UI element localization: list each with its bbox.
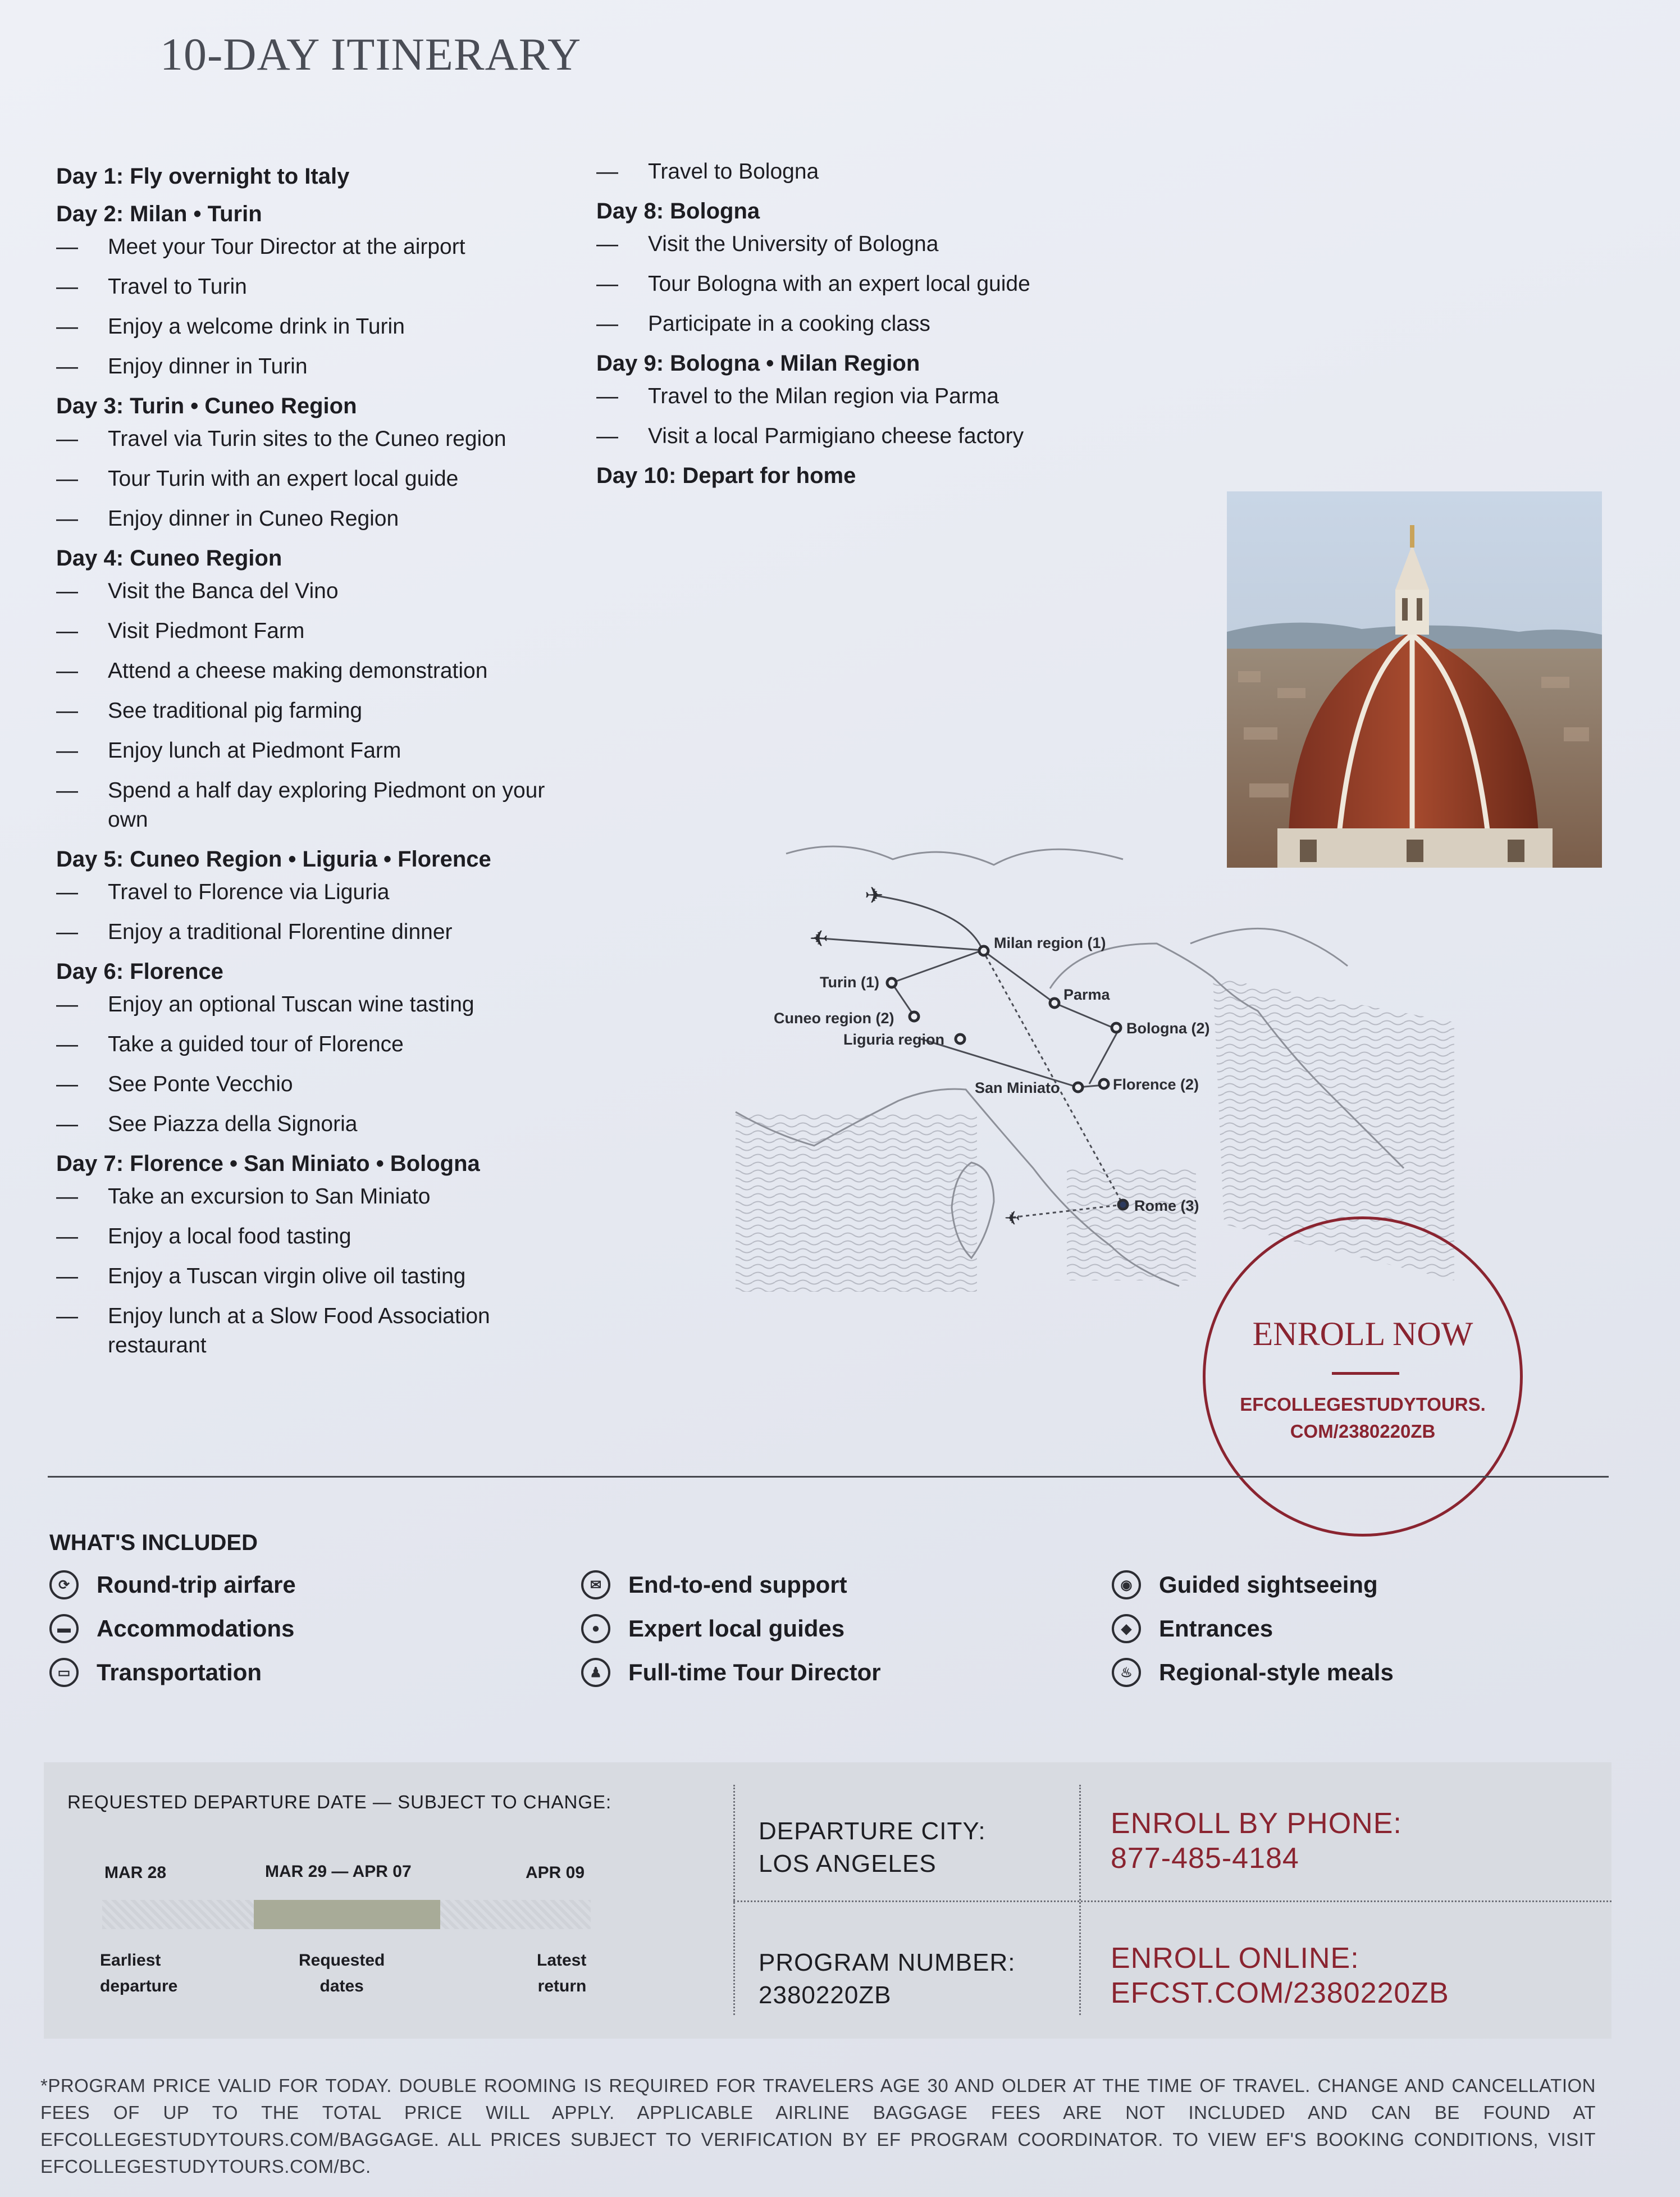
earliest-date: MAR 28: [104, 1863, 167, 1882]
day-heading: Day 8: Bologna: [596, 199, 760, 224]
divider: [733, 1785, 735, 2015]
enroll-now-badge[interactable]: [1203, 1216, 1523, 1537]
list-item: — Enjoy a traditional Florentine dinner: [56, 920, 453, 944]
list-item: — Visit the University of Bologna: [596, 232, 939, 256]
requested-range-fill: [254, 1900, 440, 1929]
list-item: — Enjoy a welcome drink in Turin: [56, 314, 405, 339]
day-heading: Day 2: Milan • Turin: [56, 202, 262, 226]
section-divider: [48, 1476, 1609, 1478]
list-item: — Enjoy a local food tasting: [56, 1224, 351, 1248]
bed-icon: ▬: [49, 1614, 79, 1643]
list-item: — Enjoy dinner in Cuneo Region: [56, 507, 399, 531]
list-item: — Tour Turin with an expert local guide: [56, 467, 459, 491]
list-item: — Travel to the Milan region via Parma: [596, 384, 999, 408]
support-icon: ✉: [581, 1570, 610, 1599]
latest-date: APR 09: [526, 1863, 585, 1882]
included-item: ✉ End-to-end support: [581, 1570, 847, 1599]
list-item: — Spend a half day exploring Piedmont on your own: [56, 778, 545, 832]
departure-heading: REQUESTED DEPARTURE DATE — SUBJECT TO CHANGE:: [67, 1792, 612, 1812]
list-item: — See Piazza della Signoria: [56, 1112, 358, 1136]
included-item: ♨ Regional-style meals: [1112, 1658, 1394, 1687]
included-item: ◉ Guided sightseeing: [1112, 1570, 1378, 1599]
page-title: 10-DAY ITINERARY: [160, 29, 582, 80]
itinerary-left: [56, 152, 561, 1371]
map-label-san-miniato: San Miniato: [975, 1079, 1060, 1096]
list-item: — Travel to Turin: [56, 275, 247, 299]
enroll-online-link[interactable]: ENROLL ONLINE: EFCST.COM/2380220ZB: [1111, 1942, 1449, 2009]
list-item: — Enjoy dinner in Turin: [56, 354, 308, 379]
day-heading: Day 9: Bologna • Milan Region: [596, 351, 920, 376]
airfare-icon: ⟳: [49, 1570, 79, 1599]
list-item: — Meet your Tour Director at the airport: [56, 235, 465, 259]
guides-icon: ●: [581, 1614, 610, 1643]
ticket-icon: ◆: [1112, 1614, 1141, 1643]
map-label-florence: Florence (2): [1113, 1076, 1199, 1093]
included-item: ▭ Transportation: [49, 1658, 262, 1687]
departure-city: DEPARTURE CITY: LOS ANGELES: [759, 1817, 986, 1877]
included-item: ⟳ Round-trip airfare: [49, 1570, 296, 1599]
day-heading: Day 10: Depart for home: [596, 463, 856, 488]
svg-text:✈: ✈: [1004, 1206, 1020, 1228]
whats-included-title: WHAT'S INCLUDED: [49, 1530, 258, 1555]
list-item: — Enjoy a Tuscan virgin olive oil tasting: [56, 1264, 466, 1288]
enroll-now-title: ENROLL NOW: [1252, 1315, 1473, 1352]
tour-director-icon: ♟: [581, 1658, 610, 1687]
divider: [1332, 1372, 1399, 1375]
included-item: ♟ Full-time Tour Director: [581, 1658, 881, 1687]
camera-icon: ◉: [1112, 1570, 1141, 1599]
list-item: — Enjoy an optional Tuscan wine tasting: [56, 992, 474, 1017]
day-heading: Day 6: Florence: [56, 959, 223, 984]
day-heading: Day 1: Fly overnight to Italy: [56, 164, 350, 189]
divider: [733, 1900, 1611, 1902]
list-item: — Take an excursion to San Miniato: [56, 1184, 431, 1209]
meal-icon: ♨: [1112, 1658, 1141, 1687]
program-number: PROGRAM NUMBER: 2380220ZB: [759, 1949, 1016, 2009]
divider: [1079, 1785, 1081, 2015]
list-item: — See traditional pig farming: [56, 699, 363, 723]
list-item: — Visit the Banca del Vino: [56, 579, 339, 603]
bus-icon: ▭: [49, 1658, 79, 1687]
list-item: — Participate in a cooking class: [596, 312, 930, 336]
list-item: — Visit Piedmont Farm: [56, 619, 305, 643]
list-item: — See Ponte Vecchio: [56, 1072, 293, 1096]
map-label-bologna: Bologna (2): [1126, 1020, 1210, 1037]
map-label-turin: Turin (1): [820, 974, 879, 991]
list-item: — Attend a cheese making demonstration: [56, 659, 488, 683]
list-item: — Enjoy lunch at a Slow Food Association restaurant: [56, 1304, 490, 1357]
list-item: — Enjoy lunch at Piedmont Farm: [56, 739, 401, 763]
included-item: ● Expert local guides: [581, 1614, 844, 1643]
day-heading: Day 4: Cuneo Region: [56, 546, 282, 571]
map-label-milan: Milan region (1): [994, 935, 1106, 951]
map-label-cuneo: Cuneo region (2): [774, 1010, 894, 1027]
list-item: — Take a guided tour of Florence: [56, 1032, 404, 1056]
day-heading: Day 7: Florence • San Miniato • Bologna: [56, 1151, 480, 1176]
day-heading: Day 5: Cuneo Region • Liguria • Florence: [56, 847, 491, 872]
requested-dates: MAR 29 — APR 07: [265, 1862, 412, 1881]
svg-text:✈: ✈: [809, 925, 828, 950]
map-label-liguria: Liguria region: [843, 1031, 945, 1048]
list-item: — Visit a local Parmigiano cheese factory: [596, 424, 1024, 448]
earliest-label: Earliest departure: [100, 1951, 178, 1995]
svg-text:✈: ✈: [865, 883, 884, 908]
enroll-now-url[interactable]: EFCOLLEGESTUDYTOURS. COM/2380220ZB: [1240, 1394, 1486, 1442]
list-item: — Tour Bologna with an expert local guide: [596, 272, 1030, 296]
list-item: — Travel via Turin sites to the Cuneo region: [56, 427, 506, 451]
itinerary-right: [596, 152, 1102, 494]
list-item: — Travel to Bologna: [596, 159, 819, 184]
included-item: ▬ Accommodations: [49, 1614, 294, 1643]
requested-label: Requested dates: [299, 1951, 385, 1995]
footnote: *PROGRAM PRICE VALID FOR TODAY. DOUBLE ROOMING IS REQUIRED FOR TRAVELERS AGE 30 AND OLDER AT THE TIME OF TRAVEL. CHANGE AND CANCELLATION FEES OF UP TO THE TOTAL PRICE WILL APPLY. APPLICABLE AIRLINE BAGGAGE FEES ARE NOT INCLUDED AND CAN BE FOUND AT EFCOLLEGESTUDYTOURS.COM/BAGGAGE. ALL PRICES SUBJECT TO VERIFICATION BY EF PROGRAM COORDINATOR. TO VIEW EF'S BOOKING CONDITIONS, VISIT EFCOLLEGESTUDYTOURS.COM/BC.: [40, 2075, 1596, 2177]
map-label-parma: Parma: [1063, 986, 1110, 1003]
included-item: ◆ Entrances: [1112, 1614, 1273, 1643]
booking-info-panel: [44, 1762, 1611, 2039]
map-label-rome: Rome (3): [1134, 1197, 1199, 1214]
enroll-by-phone[interactable]: ENROLL BY PHONE: 877-485-4184: [1111, 1807, 1402, 1875]
day-heading: Day 3: Turin • Cuneo Region: [56, 394, 357, 418]
latest-label: Latest return: [537, 1951, 587, 1995]
list-item: — Travel to Florence via Liguria: [56, 880, 390, 904]
